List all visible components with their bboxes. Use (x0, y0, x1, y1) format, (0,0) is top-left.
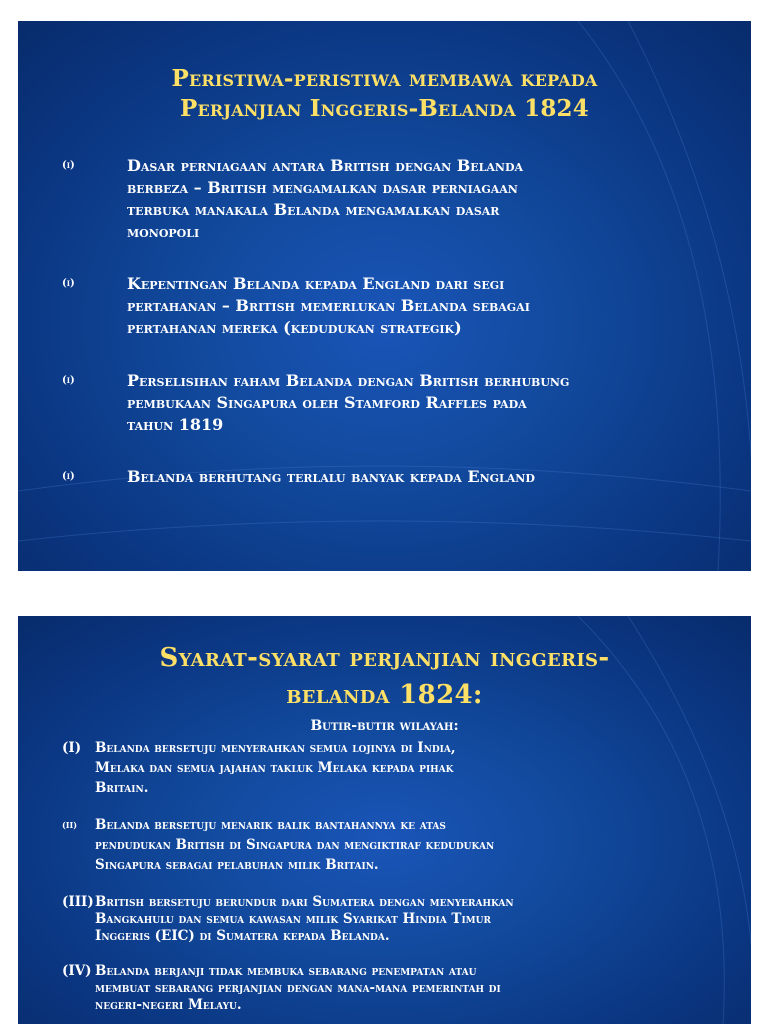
bullet-marker: (II) (62, 820, 78, 830)
bullet-line: pertahanan – British memerlukan Belanda sebagai (127, 296, 530, 315)
bullet-line: berbeza – British mengamalkan dasar perniagaan (127, 178, 518, 197)
slide-2-title-line: Syarat-syarat perjanjian inggeris- (159, 643, 610, 673)
bullet-marker: (i) (62, 471, 75, 482)
bullet-text (127, 273, 530, 339)
bullet-line: Singapura sebagai pelabuhan milik Britain. (95, 857, 379, 873)
bullet-line: pembukaan Singapura oleh Stamford Raffles pada (127, 393, 527, 412)
bullet-line: tahun 1819 (127, 415, 224, 434)
bullet-line: membuat sebarang perjanjian dengan mana-mana pemerintah di (95, 980, 501, 996)
bullet-line: Perselisihan faham Belanda dengan British berhubung (127, 371, 570, 390)
bullet-line: negeri-negeri Melayu. (95, 997, 242, 1013)
bullet-line: Kepentingan Belanda kepada England dari segi (127, 274, 505, 293)
bullet-text (127, 155, 523, 243)
bullet-line: British bersetuju berundur dari Sumatera dengan menyerahkan (95, 894, 514, 910)
bullet-line: Inggeris (EIC) di Sumatera kepada Belanda. (95, 928, 390, 944)
bullet-marker: (III) (62, 894, 94, 910)
bullet-marker: (I) (62, 740, 82, 756)
bullet-line: Melaka dan semua jajahan takluk Melaka kepada pihak (95, 760, 454, 776)
bullet-line: Dasar perniagaan antara British dengan Belanda (127, 156, 524, 175)
slide-1-title (18, 64, 751, 124)
bullet-line: Belanda bersetuju menarik balik bantahannya ke atas (95, 817, 446, 833)
bullet-text (95, 894, 514, 945)
bullet-marker: (IV) (62, 963, 92, 979)
slide-2-subheading: Butir-butir wilayah: (310, 718, 459, 734)
bullet-line: Belanda bersetuju menyerahkan semua lojinya di India, (95, 740, 456, 756)
slide-1-title-line: Perjanjian Inggeris-Belanda 1824 (180, 95, 589, 122)
bullet-line: Belanda berhutang terlalu banyak kepada England (127, 467, 535, 486)
bullet-line: terbuka manakala Belanda mengamalkan dasar (127, 200, 500, 219)
bullet-text (95, 963, 501, 1014)
bullet-line: monopoli (127, 222, 200, 241)
bullet-line: Belanda berjanji tidak membuka sebarang penempatan atau (95, 963, 477, 979)
slide-1-title-line: Peristiwa-peristiwa membawa kepada (171, 65, 598, 92)
bullet-text (95, 815, 494, 875)
bullet-marker: (i) (62, 160, 75, 171)
bullet-line: pendudukan British di Singapura dan mengiktiraf kedudukan (95, 837, 495, 853)
bullet-marker: (i) (62, 375, 75, 386)
bullet-marker: (i) (62, 278, 75, 289)
slide-2-title (18, 640, 751, 714)
bullet-line: Britain. (95, 780, 149, 796)
slide-1 (18, 21, 751, 571)
bullet-line: pertahanan mereka (kedudukan strategik) (127, 318, 462, 337)
slide-2 (18, 616, 751, 1024)
slide-2-title-line: belanda 1824: (286, 680, 483, 710)
bullet-line: Bangkahulu dan semua kawasan milik Syarikat Hindia Timur (95, 911, 491, 927)
bullet-text (95, 738, 456, 798)
bullet-text (127, 370, 569, 436)
bullet-text (127, 466, 535, 488)
